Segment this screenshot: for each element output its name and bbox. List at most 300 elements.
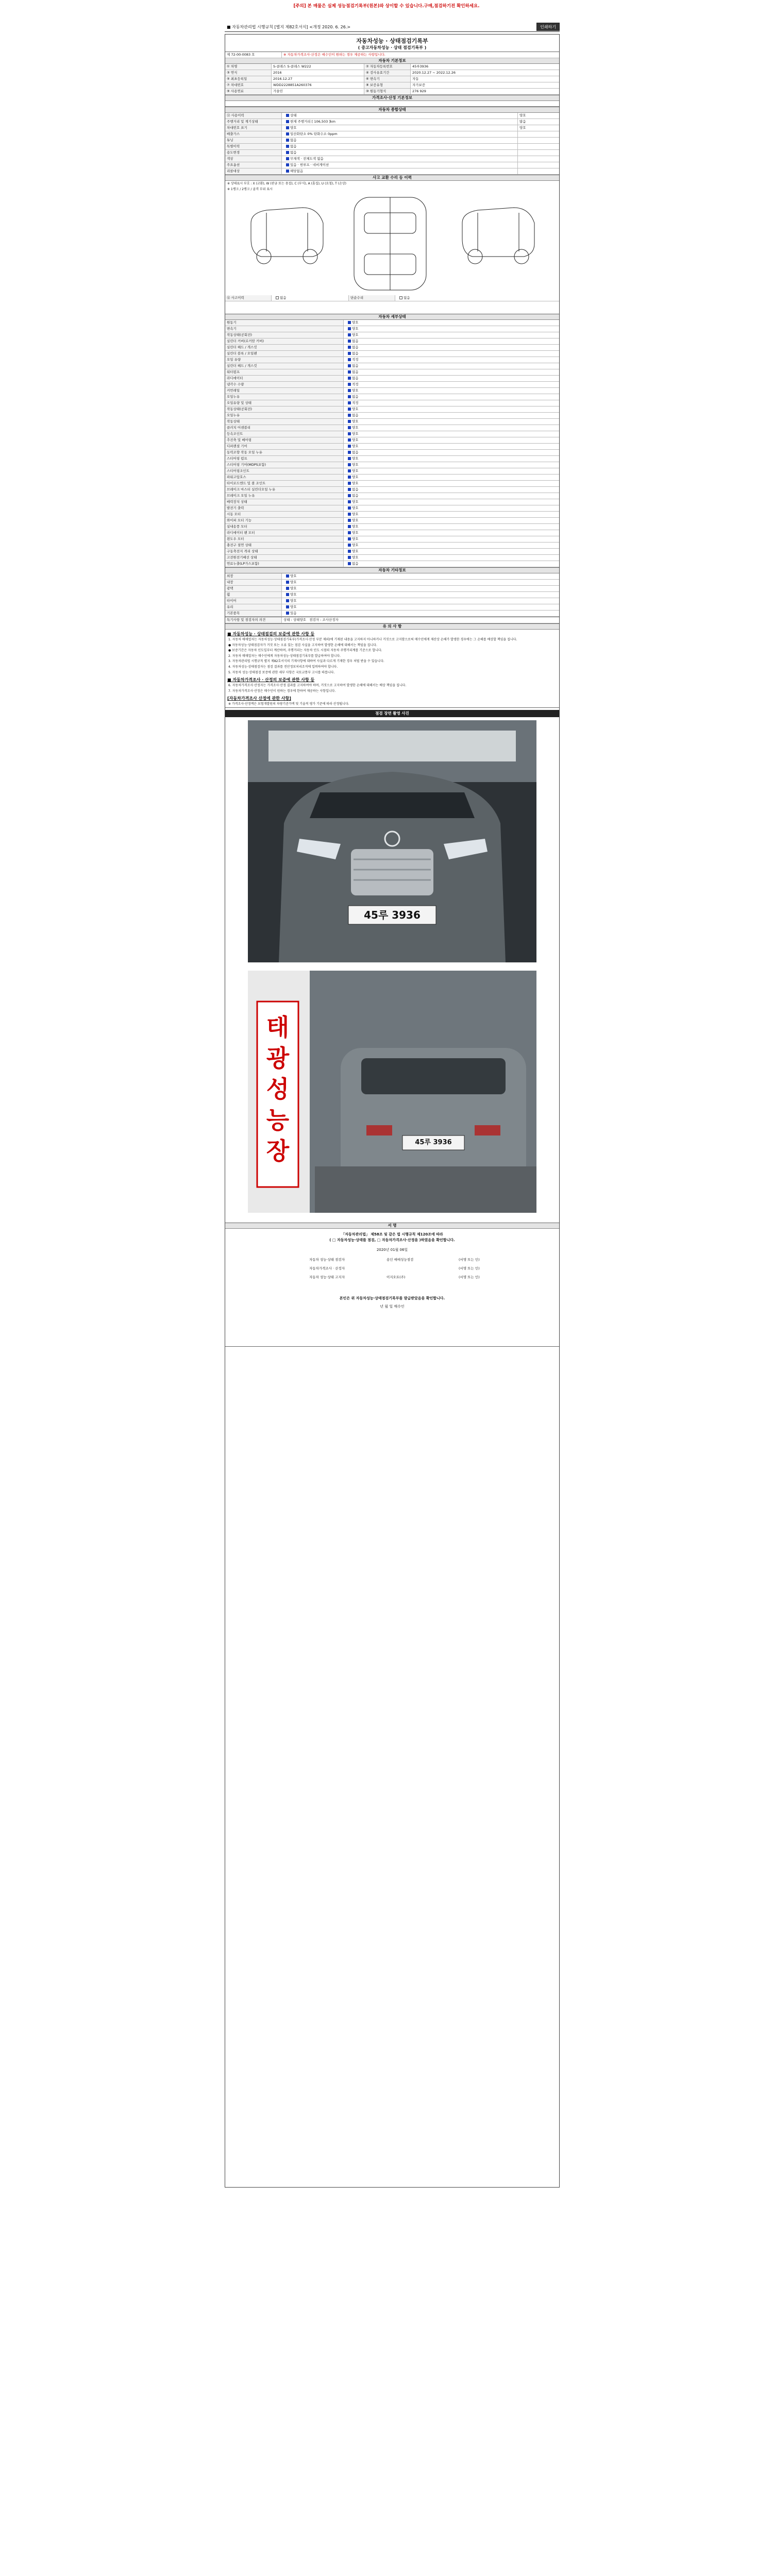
checkbox-on-icon: [286, 120, 289, 123]
basic-cell: 276 929: [412, 89, 426, 93]
price-basic-title: 가격조사·산정 기본정보: [225, 95, 559, 101]
detail-state: [344, 431, 559, 437]
detail-state-text: 없음: [352, 370, 359, 374]
detail-item: 충전구 절연 상태: [225, 543, 344, 548]
detail-item: 실린더 헤드 / 개스킷: [225, 363, 344, 369]
detail-row: [225, 388, 559, 394]
form-law-title: ■ 자동차관리법 시행규칙 [별지 제82호서식] <개정 2020. 6. 26.>: [227, 25, 351, 29]
general-value-text: 양호: [290, 126, 297, 130]
general-state: [518, 138, 559, 143]
general-value-text: 없음: [290, 138, 297, 142]
detail-state: [344, 382, 559, 387]
general-value: [282, 131, 518, 137]
detail-row: [225, 326, 559, 332]
photo-section: [225, 708, 559, 1223]
general-key: 특별이력: [225, 144, 282, 149]
notice-heading: [자동차가격조사 산정에 관한 사항]: [227, 696, 291, 701]
general-state: [518, 168, 559, 174]
detail-row: [225, 419, 559, 425]
general-value-text: 해당없음: [290, 169, 304, 173]
basic-cell: 가솔린: [272, 89, 364, 94]
sign-footer2: 년 월 일 매수인: [380, 1304, 405, 1309]
detail-item: 동력조향 작동 오일 누유: [225, 450, 344, 455]
general-row: [225, 131, 559, 138]
etc-item: 외장: [225, 573, 282, 579]
detail-state: [344, 425, 559, 431]
etc-state: [282, 580, 559, 585]
detail-state-section: [225, 314, 559, 568]
detail-item: 변속기: [225, 326, 344, 332]
detail-row: [225, 518, 559, 524]
signature-slot[interactable]: (서명 또는 인): [459, 1257, 480, 1262]
detail-row: [225, 345, 559, 351]
detail-row: [225, 425, 559, 431]
detail-item: 작동상태(공회전): [225, 406, 344, 412]
detail-state-text: 양호: [352, 438, 359, 442]
detail-state: [344, 444, 559, 449]
etc-state-text: 양호: [290, 580, 297, 584]
basic-cell: ⑨ 사용연료: [225, 89, 272, 94]
etc-state: [282, 598, 559, 604]
checkbox-on-icon: [286, 605, 289, 608]
checkbox-on-icon: [348, 414, 351, 417]
facility-sign: 태 광 성 능 장: [266, 1013, 290, 1165]
sign-line2: ( □ 자동차성능·상태를 점검, □ 자동차가격조사·산정을 )하였음을 확인합니다.: [329, 1238, 455, 1242]
special-label: 특기사항 및 점검자의 의견: [225, 617, 282, 623]
etc-item: 기본품목: [225, 611, 282, 616]
checkbox-on-icon: [348, 482, 351, 485]
etc-state: [282, 586, 559, 591]
special-section: [225, 617, 559, 624]
car-front-photo-drawing: [248, 720, 536, 962]
detail-item: 브레이크 마스터 실린더오일 누유: [225, 487, 344, 493]
detail-state-text: 양호: [352, 481, 359, 485]
checkbox-on-icon: [286, 587, 289, 590]
general-key: 리콜대상: [225, 168, 282, 174]
detail-state: [344, 549, 559, 554]
detail-state: [344, 363, 559, 369]
detail-state-text: 없음: [352, 562, 359, 566]
detail-row: [225, 474, 559, 481]
detail-row: [225, 338, 559, 345]
notice-title: 유 의 사 항: [225, 624, 559, 630]
notice-paragraph: ● 보증기간은 자동차 인도일부터 계산하며, 주행거리는 자동차 인도 시점의 자동차 주행거리계를 기준으로 합니다.: [228, 649, 382, 653]
basic-cell: WDD2228851A260376: [272, 82, 364, 88]
etc-state: [282, 604, 559, 610]
notice-paragraph: 6. 자동차가격조사·산정자는 가격조사·산정 결과를 고지하여야 하며, 거짓으로 고지하여 발생한 손해에 대해서는 배상 책임을 집니다.: [228, 684, 407, 688]
detail-row: [225, 468, 559, 474]
detail-row: [225, 363, 559, 369]
detail-state-text: 양호: [352, 327, 359, 331]
general-value-text: 있음 · 썬루프 · 네비게이션: [290, 163, 329, 167]
accident-section: [225, 175, 559, 314]
detail-state: [344, 505, 559, 511]
checkbox-on-icon: [286, 145, 289, 148]
basic-cell: 2016: [272, 70, 364, 76]
doc-title: 자동차성능 · 상태점검기록부: [356, 38, 428, 44]
basic-cell: 45루3936: [412, 64, 429, 69]
basic-cell: ④ 검사유효기간: [364, 70, 411, 76]
general-key: 주요옵션: [225, 162, 282, 168]
general-state-title: 자동차 종합상태: [225, 107, 559, 113]
detail-row: [225, 561, 559, 567]
detail-row: [225, 555, 559, 561]
detail-state-text: 양호: [352, 506, 359, 510]
basic-cell: ② 자동차등록번호: [364, 64, 411, 70]
detail-state: [344, 400, 559, 406]
detail-row: [225, 530, 559, 536]
checkbox-on-icon: [286, 114, 289, 117]
general-row: [225, 144, 559, 150]
general-value-text: 무채색 · 전체도색 없음: [290, 157, 324, 161]
detail-state-text: 양호: [352, 388, 359, 393]
detail-state: [344, 413, 559, 418]
general-key: 튜닝: [225, 138, 282, 143]
basic-cell: 자가보증: [412, 83, 426, 87]
checkbox-on-icon: [348, 438, 351, 442]
notice-paragraph: 7. 자동차가격조사·산정은 매수인이 원하는 경우에 한하여 제공하는 사항입니다.: [228, 689, 336, 693]
detail-state: [344, 437, 559, 443]
general-state: [518, 131, 559, 137]
notice-heading: ■ 자동차성능 · 상태점검의 보증에 관한 사항 등: [227, 632, 315, 636]
detail-row: [225, 431, 559, 437]
detail-state: [344, 357, 559, 363]
signer-role: 자동차 성능·상태 고지자: [309, 1275, 345, 1279]
accident-answer-row: [225, 295, 559, 301]
checkbox-on-icon: [348, 562, 351, 565]
etc-row: [225, 586, 559, 592]
detail-row: [225, 394, 559, 400]
checkbox-on-icon: [348, 506, 351, 510]
checkbox-on-icon: [348, 321, 351, 324]
detail-item: 라디에이터 팬 모터: [225, 530, 344, 536]
detail-row: [225, 357, 559, 363]
checkbox-on-icon: [286, 132, 289, 135]
checkbox-on-icon: [348, 519, 351, 522]
etc-row: [225, 580, 559, 586]
detail-item: 구동축전지 격리 상태: [225, 549, 344, 554]
detail-state-text: 양호: [352, 537, 359, 541]
checkbox-on-icon: [348, 358, 351, 361]
basic-cell: 2020.12.27 ~ 2022.12.26: [412, 71, 456, 75]
checkbox-on-icon: [348, 340, 351, 343]
etc-section: [225, 568, 559, 617]
general-value-text: 일산화탄소 0% 탄화수소 0ppm: [290, 132, 338, 136]
basic-cell: ⑩ 원동기형식: [364, 89, 411, 94]
detail-state-text: 없음: [352, 395, 359, 399]
detail-item: 오일누유: [225, 413, 344, 418]
general-value: [282, 113, 518, 118]
checkbox-on-icon: [348, 513, 351, 516]
inspection-photo-front: [248, 720, 536, 962]
price-basic-section: [225, 95, 559, 107]
detail-row: [225, 536, 559, 543]
detail-state-text: 없음: [352, 413, 359, 417]
checkbox-on-icon: [348, 333, 351, 336]
detail-row: [225, 524, 559, 530]
etc-state: [282, 611, 559, 616]
detail-state-text: 양호: [352, 426, 359, 430]
detail-state: [344, 555, 559, 561]
detail-item: 클러치 어셈블리: [225, 425, 344, 431]
accident-q2: 단순수리: [349, 295, 395, 301]
checkbox-on-icon: [286, 151, 289, 154]
rear-plate: 45루 3936: [415, 1138, 452, 1146]
basic-row: [225, 76, 559, 82]
etc-row: [225, 598, 559, 604]
detail-state: [344, 543, 559, 548]
detail-state: [344, 536, 559, 542]
detail-state-text: 양호: [352, 469, 359, 473]
detail-state-text: 양호: [352, 555, 359, 560]
notice-section: [225, 624, 559, 708]
detail-state-text: 없음: [352, 339, 359, 343]
general-row: [225, 162, 559, 168]
signature-slot[interactable]: (서명 또는 인): [459, 1275, 480, 1279]
detail-state: [344, 518, 559, 523]
detail-state: [344, 326, 559, 332]
etc-item: 광택: [225, 586, 282, 591]
general-state: [518, 144, 559, 149]
general-row: [225, 168, 559, 175]
detail-state-text: 없음: [352, 450, 359, 454]
detail-state-text: 양호: [352, 524, 359, 529]
detail-state-text: 적정: [352, 358, 359, 362]
basic-cell: S-클래스 S-클래스 W222: [272, 64, 364, 70]
car-side-left-drawing: [251, 208, 323, 264]
checkbox-on-icon: [286, 139, 289, 142]
basic-cell: ⑤ 최초등록일: [225, 76, 272, 82]
general-value-text: 없음: [290, 144, 297, 148]
detail-state: [344, 456, 559, 462]
notice-paragraph: ● 자동차성능·상태점검자가 거짓 또는 오류 있는 점검 사실을 고지하여 발생한 손해에 대해서는 책임을 집니다.: [228, 643, 377, 647]
detail-state: [344, 320, 559, 326]
detail-state: [344, 468, 559, 474]
general-value: [282, 138, 518, 143]
detail-row: [225, 487, 559, 493]
detail-state-text: 양호: [352, 333, 359, 337]
detail-row: [225, 481, 559, 487]
checkbox-on-icon: [348, 500, 351, 503]
notice-paragraph: 4. 자동차성능·상태점검자는 점검 결과를 전산정보처리조직에 입력하여야 합니다.: [228, 665, 338, 669]
signature-slot[interactable]: (서명 또는 인): [459, 1266, 480, 1270]
general-state: 양호: [519, 126, 526, 130]
detail-item: 스티어링 기어(MDPS포함): [225, 462, 344, 468]
detail-row: [225, 332, 559, 338]
detail-state-text: 양호: [352, 518, 359, 522]
checkbox-on-icon: [348, 463, 351, 466]
basic-cell: ⑦ 차대번호: [225, 82, 272, 88]
checkbox-on-icon: [348, 537, 351, 540]
checkbox-on-icon: [286, 612, 289, 615]
detail-state-text: 양호: [352, 475, 359, 479]
banner-text: [주의] 본 매물은 실제 성능점검기록부(원본)와 상이할 수 있습니다.구매,점검하기전 확인하세요.: [293, 4, 480, 9]
notice-paragraph: 1. 자동차 매매업자는 자동차성능·상태점검기록부(가격조사·산정 부분 제외)에 기재된 내용을 고지하지 아니하거나 거짓으로 고지함으로써 매수인에게 재산상 손해가 발생한 경우에는 그 손해를 배상할 책임을 집니다.: [228, 638, 517, 641]
checkbox-on-icon: [348, 550, 351, 553]
etc-state: [282, 573, 559, 579]
notice-paragraph: 3. 자동차관리법 시행규칙 별지 제82호서식의 기재사항에 대하여 사실과 다르게 기재한 경우 처벌 받을 수 있습니다.: [228, 659, 384, 664]
general-state: [518, 150, 559, 156]
checkbox-on-icon: [286, 593, 289, 596]
doc-subtitle: ( 중고자동차성능 · 상태 점검기록부 ): [358, 45, 427, 50]
detail-state: [344, 388, 559, 394]
detail-row: [225, 437, 559, 444]
sign-line1: 「자동차관리법」 제58조 및 같은 법 시행규칙 제120조에 따라: [341, 1232, 443, 1236]
etc-row: [225, 573, 559, 580]
signer-name: 이지오토(주): [386, 1275, 406, 1279]
detail-item: 추진축 및 베어링: [225, 437, 344, 443]
general-value: [282, 168, 518, 174]
checkbox-on-icon: [348, 395, 351, 398]
checkbox-on-icon: [286, 574, 289, 578]
basic-cell: ③ 연식: [225, 70, 272, 76]
detail-state-text: 없음: [352, 487, 359, 492]
detail-state: [344, 474, 559, 480]
checkbox-on-icon: [348, 426, 351, 429]
car-side-right-drawing: [462, 208, 534, 264]
etc-row: [225, 611, 559, 617]
general-state: [518, 156, 559, 162]
special-v2: 점검자 : 조사산정자: [309, 618, 339, 622]
detail-state-text: 양호: [352, 456, 359, 461]
checkbox-on-icon: [286, 163, 289, 166]
sign-date: 2020년 01월 06일: [376, 1247, 408, 1252]
detail-state: [344, 487, 559, 493]
detail-item: 와이퍼 모터 기능: [225, 518, 344, 523]
detail-row: [225, 456, 559, 462]
general-row: [225, 113, 559, 119]
detail-row: [225, 382, 559, 388]
checkbox-on-icon: [286, 599, 289, 602]
doc-header: [225, 35, 559, 52]
checkbox-on-icon: [348, 544, 351, 547]
general-key: 차대번호 표기: [225, 125, 282, 131]
checkbox-on-icon: [348, 364, 351, 367]
detail-item: 시동 모터: [225, 512, 344, 517]
basic-info-title: 자동차 기본정보: [225, 58, 559, 64]
signer-role: 자동차 성능·상태 점검자: [309, 1257, 345, 1262]
car-top-drawing: [354, 197, 426, 290]
detail-state: [344, 462, 559, 468]
basic-row: [225, 64, 559, 70]
general-key: 색상: [225, 156, 282, 162]
etc-state-text: 양호: [290, 599, 297, 603]
detail-item: 작동상태: [225, 419, 344, 425]
basic-cell: ⑥ 변속기: [364, 76, 411, 82]
sign-section: [225, 1223, 559, 1347]
detail-state: [344, 351, 559, 357]
signer-name: [385, 1266, 457, 1272]
etc-state-text: 양호: [290, 586, 297, 590]
general-value: [282, 125, 518, 131]
doc-number: 제 72-00-0083 호: [225, 52, 282, 58]
detail-item: 오일유량 및 상태: [225, 400, 344, 406]
detail-state-text: 양호: [352, 419, 359, 423]
basic-cell: ① 차명: [225, 64, 272, 70]
detail-state: [344, 338, 559, 344]
inspection-photo-rear: [248, 971, 536, 1213]
general-row: [225, 138, 559, 144]
basic-cell: ⑧ 보증유형: [364, 82, 411, 88]
detail-item: 실내송풍 모터: [225, 524, 344, 530]
signer-role: 자동차가격조사 · 산정자: [309, 1266, 345, 1270]
general-row: [225, 156, 559, 162]
checkbox-on-icon: [348, 451, 351, 454]
accident-rank-note: ※ 1랭크 / 2랭크 / 골격 부위 표시: [227, 188, 273, 191]
front-plate: 45루 3936: [364, 908, 421, 921]
detail-item: 스티어링조인트: [225, 468, 344, 474]
basic-row: [225, 82, 559, 89]
detail-row: [225, 406, 559, 413]
detail-item: 연료누출(LP가스포함): [225, 561, 344, 567]
detail-state: [344, 376, 559, 381]
detail-row: [225, 413, 559, 419]
detail-item: 디퍼렌셜 기어: [225, 444, 344, 449]
general-state: 많음: [519, 120, 526, 124]
checkbox-on-icon: [348, 420, 351, 423]
general-value: [282, 156, 518, 162]
checkbox-on-icon: [348, 383, 351, 386]
detail-row: [225, 493, 559, 499]
detail-item: 오일누유: [225, 394, 344, 400]
detail-state-text: 양호: [352, 463, 359, 467]
detail-state-text: 없음: [352, 376, 359, 380]
checkbox-on-icon: [348, 352, 351, 355]
general-key: 배출가스: [225, 131, 282, 137]
accident-title: 사고 교환 수리 등 이력: [225, 175, 559, 181]
detail-row: [225, 450, 559, 456]
detail-item: 실린더 헤드 / 개스킷: [225, 345, 344, 350]
checkbox-on-icon: [276, 296, 279, 299]
detail-item: 커먼레일: [225, 388, 344, 394]
form-title-bar: [225, 23, 560, 32]
detail-state-text: 적정: [352, 382, 359, 386]
detail-item: 브레이크 오일 누유: [225, 493, 344, 499]
detail-item: 등속조인트: [225, 431, 344, 437]
basic-row: [225, 89, 559, 95]
notice-paragraph: 5. 자동차 성능·상태점검 보증에 관한 세부 사항은 국토교통부 고시를 따릅니다.: [228, 670, 335, 674]
checkbox-on-icon: [348, 494, 351, 497]
general-value-text: 현재 주행거리 [ 106,503 ]km: [290, 120, 335, 124]
checkbox-on-icon: [348, 469, 351, 472]
checkbox-on-icon: [348, 370, 351, 374]
accident-legend: ※ 상태표시 부호 : X (교환), W (판금 또는 용접), C (부식), A (흠집), U (요철), T (손상): [227, 182, 347, 185]
special-v1: 상태 : 상태양호: [283, 618, 306, 622]
photo-title: 점검 장면 촬영 사진: [225, 710, 559, 717]
checkbox-on-icon: [348, 556, 351, 559]
detail-state: [344, 345, 559, 350]
detail-row: [225, 369, 559, 376]
detail-state-text: 양호: [352, 531, 359, 535]
detail-item: 작동상태(공회전): [225, 332, 344, 338]
detail-row: [225, 512, 559, 518]
general-row: [225, 119, 559, 125]
sign-row: [308, 1266, 503, 1272]
checkbox-on-icon: [348, 476, 351, 479]
detail-state: [344, 530, 559, 536]
detail-state: [344, 512, 559, 517]
checkbox-on-icon: [348, 346, 351, 349]
print-button[interactable]: 인쇄하기: [536, 23, 560, 31]
detail-state-text: 양호: [352, 320, 359, 325]
etc-item: 내장: [225, 580, 282, 585]
detail-state: [344, 369, 559, 375]
sign-row: [308, 1275, 503, 1280]
etc-item: 휠: [225, 592, 282, 598]
doc-number-row: [225, 52, 559, 58]
checkbox-on-icon: [348, 531, 351, 534]
detail-state-text: 없음: [352, 351, 359, 355]
